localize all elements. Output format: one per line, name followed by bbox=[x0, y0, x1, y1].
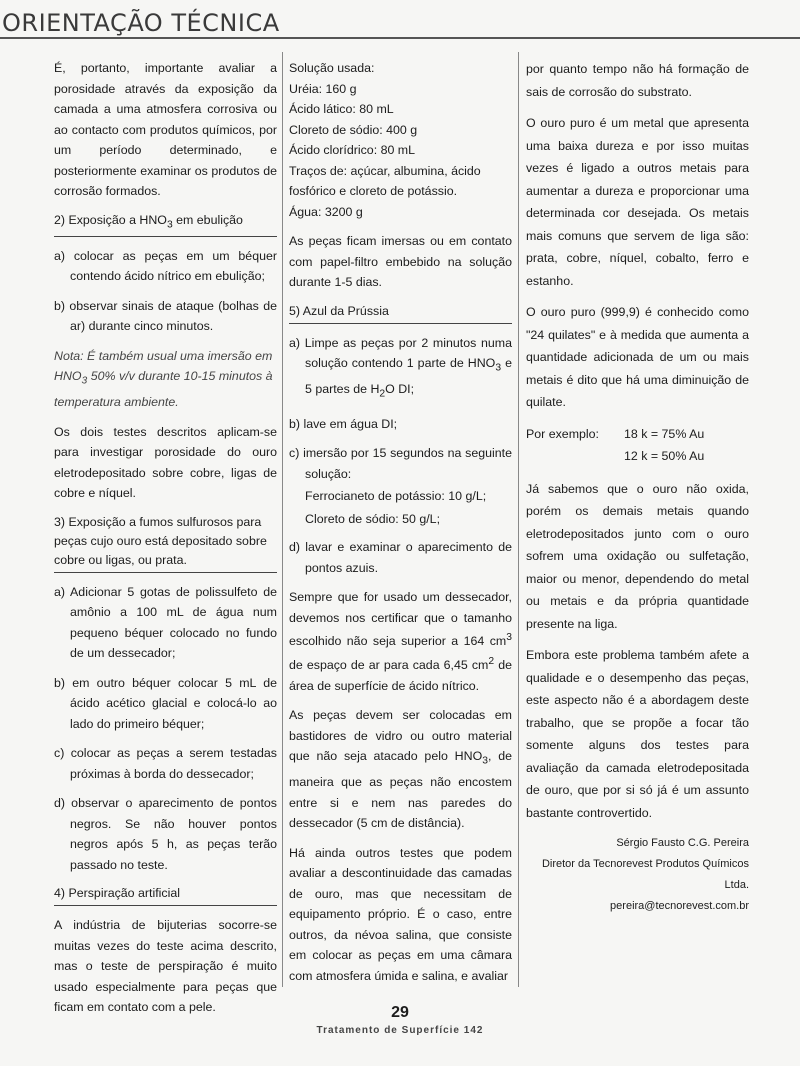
list-item: a) Limpe as peças por 2 minutos numa solução contendo 1 parte de $HNO_3$ e 5 partes de $H_2O$ DI; bbox=[289, 335, 512, 400]
author-name: Sérgio Fausto C.G. Pereira bbox=[616, 837, 749, 849]
column-2 bbox=[289, 58, 512, 995]
page-number: 29 bbox=[391, 1004, 409, 1021]
list-item: b) em outro béquer colocar 5 mL de ácido acético glacial e colocá-lo ao lado do primeiro béquer; bbox=[54, 675, 277, 731]
solution-line: Traços de: açúcar, albumina, ácido fosfórico e cloreto de potássio. bbox=[289, 163, 481, 198]
column-3 bbox=[526, 58, 749, 917]
note: Nota: É também usual uma imersão em $HNO_3$ 50% v/v durante 10-15 minutos à temperatura ambiente. bbox=[54, 348, 273, 410]
paragraph: O ouro puro é um metal que apresenta uma baixa dureza e por isso muitas vezes é ligado a outros metais para aumentar a dureza e proporcionar uma determinada cor desejada. Os metais mais comuns que servem de liga são: prata, cobre, níquel, cobalto, ferro e estanho. bbox=[526, 116, 749, 288]
list-item: b) lave em água DI; bbox=[289, 416, 398, 431]
subheading-sulfur-fumes: 3) Exposição a fumos sulfurosos para peças cujo ouro está depositado sobre cobre ou ligas, ou prata. bbox=[54, 513, 277, 573]
solution-line: Ferrocianeto de potássio: 10 g/L; bbox=[305, 489, 487, 504]
paragraph: por quanto tempo não há formação de sais de corrosão do substrato. bbox=[526, 62, 749, 99]
publication-caption: Tratamento de Superfície 142 bbox=[316, 1025, 484, 1036]
example-label: Por exemplo: bbox=[526, 426, 600, 441]
page-header bbox=[0, 0, 800, 40]
paragraph: Sempre que for usado um dessecador, devemos nos certificar que o tamanho escolhido não seja superior a 164 $cm^3$ de espaço de ar para cada 6,45 $cm^2$ de área de superfície de ácido nítrico. bbox=[289, 590, 513, 693]
column-divider bbox=[282, 52, 283, 987]
list-item: b) observar sinais de ataque (bolhas de ar) durante cinco minutos. bbox=[54, 298, 277, 334]
header-rule bbox=[0, 37, 800, 39]
paragraph: Os dois testes descritos aplicam-se para investigar porosidade do ouro eletrodepositado sobre cobre, ligas de cobre e níquel. bbox=[54, 424, 277, 501]
example-value: 12 k = 50% Au bbox=[624, 449, 705, 463]
list-item: d) observar o aparecimento de pontos negros. Se não houver pontos negros após 5 h, as peças terão passado no teste. bbox=[54, 796, 277, 872]
paragraph: A indústria de bijuterias socorre-se muitas vezes do teste acima descrito, mas o teste de perspiração é muito usado especialmente para peças que ficam em contato com a pele. bbox=[54, 918, 277, 1015]
example-block bbox=[526, 423, 749, 468]
list-item: c) imersão por 15 segundos na seguinte solução: bbox=[289, 446, 512, 481]
section-title: ORIENTAÇÃO TÉCNICA bbox=[2, 9, 280, 37]
list-item: d) lavar e examinar o aparecimento de pontos azuis. bbox=[289, 540, 512, 575]
paragraph: As peças ficam imersas ou em contato com papel-filtro embebido na solução durante 1-5 dias. bbox=[289, 234, 512, 289]
example-value: 18 k = 75% Au bbox=[624, 426, 705, 441]
paragraph: O ouro puro (999,9) é conhecido como "24 quilates" e à medida que aumenta a quantidade adicionada de um ou mais metais é dito que há uma diminuição de quilate. bbox=[526, 305, 749, 409]
list-item: a) Adicionar 5 gotas de polissulfeto de amônio a 100 mL de água num pequeno béquer colocado no fundo de um dessecador; bbox=[54, 584, 277, 661]
solution-line: Uréia: 160 g bbox=[289, 81, 357, 96]
paragraph: Há ainda outros testes que podem avaliar a descontinuidade das camadas de ouro, mas que necessitam de equipamento próprio. É o caso, entre outros, da névoa salina, que consiste em colocar as peças em uma câmara com atmosfera úmida e salina, e avaliar bbox=[289, 845, 512, 983]
list-item: c) colocar as peças a serem testadas próximas à borda do dessecador; bbox=[54, 746, 277, 781]
solution-line: Solução usada: bbox=[289, 61, 375, 75]
solution-line: Ácido clorídrico: 80 mL bbox=[289, 143, 416, 157]
subheading-prussian-blue: 5) Azul da Prússia bbox=[289, 302, 512, 324]
subheading-artificial-perspiration: 4) Perspiração artificial bbox=[54, 884, 277, 906]
solution-line: Cloreto de sódio: 400 g bbox=[289, 122, 418, 137]
solution-line: Cloreto de sódio: 50 g/L; bbox=[305, 511, 441, 526]
solution-line: Ácido lático: 80 mL bbox=[289, 102, 394, 116]
solution-line: Água: 3200 g bbox=[289, 204, 363, 219]
author-role: Diretor da Tecnorevest Produtos Químicos Ltda. bbox=[541, 858, 749, 891]
example-values bbox=[624, 423, 704, 468]
subheading-hno3-boiling: 2) Exposição a $HNO_3$ em ebulição bbox=[54, 211, 277, 237]
author-email[interactable]: pereira@tecnorevest.com.br bbox=[610, 900, 749, 912]
paragraph: É, portanto, importante avaliar a porosidade através da exposição da camada a uma atmosfera corrosiva ou ao contacto com produtos químicos, por um período determinado, e posteriormente examinar os produtos de corrosão formados. bbox=[54, 61, 277, 198]
paragraph: As peças devem ser colocadas em bastidores de vidro ou outro material que não seja atacado pelo $HNO_3$, de maneira que as peças não encostem entre si e nem nas paredes do dessecador (5 cm de distância). bbox=[289, 708, 513, 831]
column-divider bbox=[518, 52, 519, 987]
list-item: a) colocar as peças em um béquer contendo ácido nítrico em ebulição; bbox=[54, 248, 277, 284]
paragraph: Já sabemos que o ouro não oxida, porém os demais metais quando eletrodepositados junto com o ouro sofrem uma oxidação ou sulfetação, maior ou menor, dependendo do metal ou metais e da própria quantidade presente na liga. bbox=[526, 481, 749, 631]
paragraph: Embora este problema também afete a qualidade e o desempenho das peças, este aspecto não é a abordagem deste trabalho, que se propõe a focar tão somente alguns dos testes para avaliação da camada eletrodepositada de ouro, que por si só já é um assunto bastante controvertido. bbox=[526, 648, 749, 820]
column-1 bbox=[54, 58, 277, 1027]
page-footer bbox=[0, 1002, 800, 1038]
